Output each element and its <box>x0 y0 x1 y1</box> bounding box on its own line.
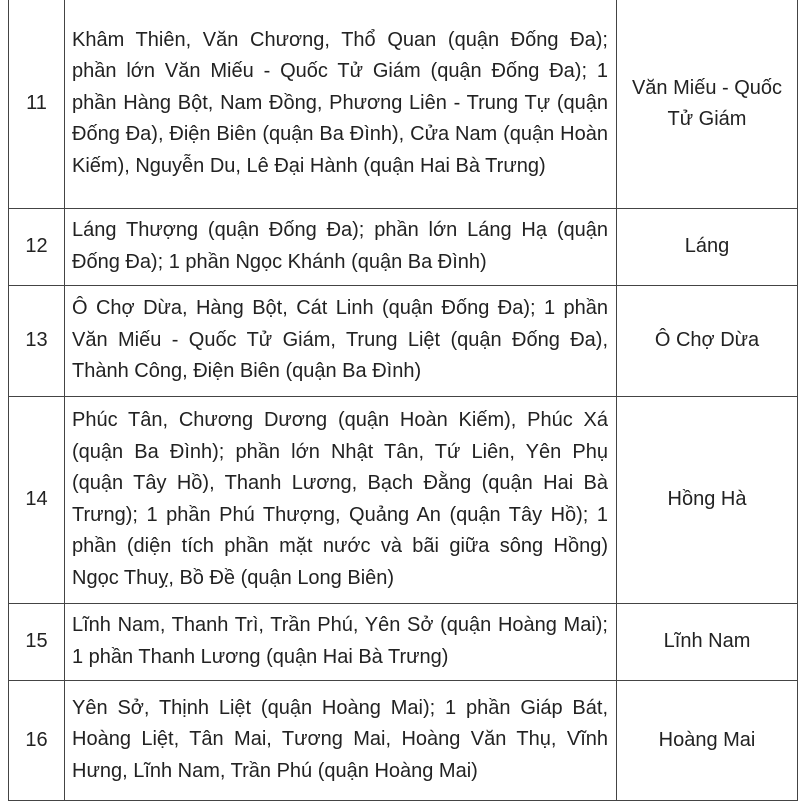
row-number: 12 <box>9 209 65 286</box>
row-number: 14 <box>9 397 65 604</box>
merged-wards-cell: Khâm Thiên, Văn Chương, Thổ Quan (quận Đống Đa); phần lớn Văn Miếu - Quốc Tử Giám (quận Đống Đa); 1 phần Hàng Bột, Nam Đồng, Phương Liên - Trung Tự (quận Đống Đa), Điện Biên (quận Ba Đình), Cửa Nam (quận Hoàn Kiếm), Nguyễn Du, Lê Đại Hành (quận Hai Bà Trưng) <box>65 0 617 209</box>
merged-wards-cell: Yên Sở, Thịnh Liệt (quận Hoàng Mai); 1 phần Giáp Bát, Hoàng Liệt, Tân Mai, Tương Mai, Hoàng Văn Thụ, Vĩnh Hưng, Lĩnh Nam, Trần Phú (quận Hoàng Mai) <box>65 681 617 801</box>
table-row <box>9 681 798 801</box>
new-ward-name: Hoàng Mai <box>617 681 798 801</box>
row-number: 15 <box>9 604 65 681</box>
ward-merger-table <box>8 0 798 801</box>
table-row <box>9 397 798 604</box>
row-number: 13 <box>9 286 65 397</box>
new-ward-name: Hồng Hà <box>617 397 798 604</box>
row-number: 11 <box>9 0 65 209</box>
table-row <box>9 604 798 681</box>
table-row <box>9 286 798 397</box>
table-row <box>9 209 798 286</box>
new-ward-name: Lĩnh Nam <box>617 604 798 681</box>
row-number: 16 <box>9 681 65 801</box>
new-ward-name: Láng <box>617 209 798 286</box>
merged-wards-cell: Lĩnh Nam, Thanh Trì, Trần Phú, Yên Sở (quận Hoàng Mai); 1 phần Thanh Lương (quận Hai Bà Trưng) <box>65 604 617 681</box>
table-row <box>9 0 798 209</box>
merged-wards-cell: Ô Chợ Dừa, Hàng Bột, Cát Linh (quận Đống Đa); 1 phần Văn Miếu - Quốc Tử Giám, Trung Liệt (quận Đống Đa), Thành Công, Điện Biên (quận Ba Đình) <box>65 286 617 397</box>
merged-wards-cell: Phúc Tân, Chương Dương (quận Hoàn Kiếm), Phúc Xá (quận Ba Đình); phần lớn Nhật Tân, Tứ Liên, Yên Phụ (quận Tây Hồ), Thanh Lương, Bạch Đằng (quận Hai Bà Trưng); 1 phần Phú Thượng, Quảng An (quận Tây Hồ); 1 phần (diện tích phần mặt nước và bãi giữa sông Hồng) Ngọc Thuỵ, Bồ Đề (quận Long Biên) <box>65 397 617 604</box>
merged-wards-cell: Láng Thượng (quận Đống Đa); phần lớn Láng Hạ (quận Đống Đa); 1 phần Ngọc Khánh (quận Ba Đình) <box>65 209 617 286</box>
new-ward-name: Ô Chợ Dừa <box>617 286 798 397</box>
new-ward-name: Văn Miếu - Quốc Tử Giám <box>617 0 798 209</box>
